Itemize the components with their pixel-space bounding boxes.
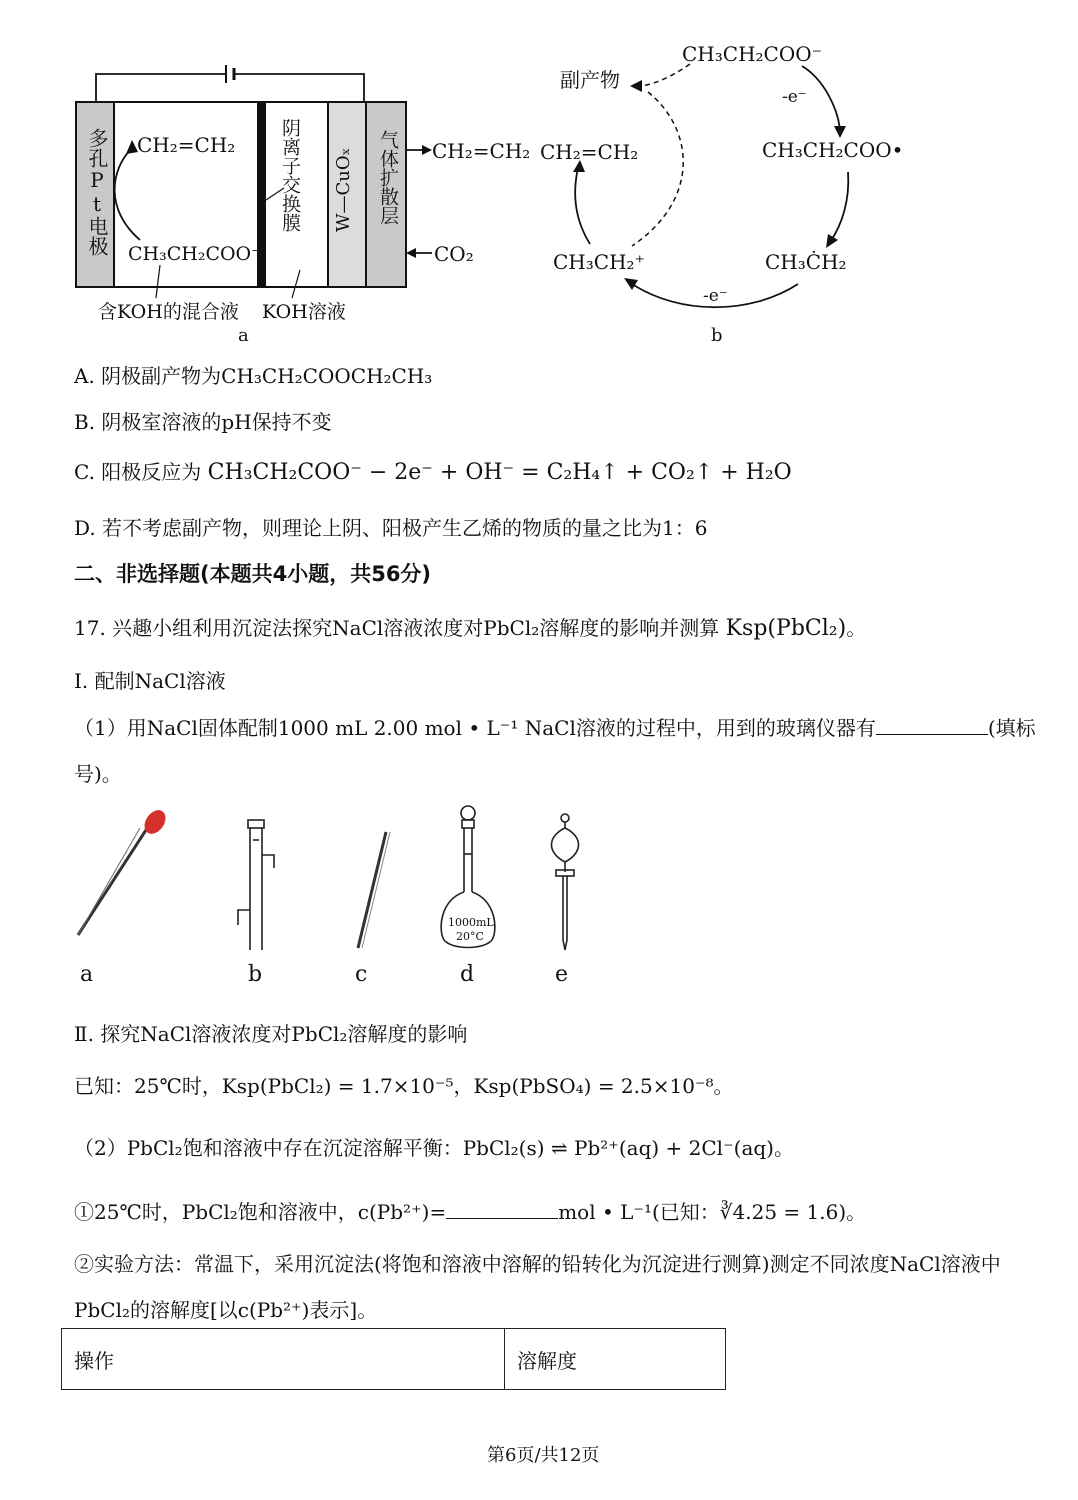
q2-1-answer-blank[interactable] — [446, 1218, 558, 1219]
ethyl-radical-label: CH₃ĊH₂ — [765, 250, 847, 274]
q2-1-tail: mol • L⁻¹(已知：∛4.25 = 1.6)。 — [558, 1200, 867, 1224]
q2-equilibrium: （2）PbCl₂饱和溶液中存在沉淀溶解平衡：PbCl₂(s) ⇌ Pb²⁺(aq) + 2Cl⁻(aq)。 — [74, 1136, 794, 1160]
figure-b-caption: b — [711, 325, 723, 346]
acyl-radical-label: CH₃CH₂COO• — [762, 138, 904, 162]
operation-table — [61, 1328, 726, 1390]
gas-layer-label: 气体扩散层 — [377, 130, 399, 225]
membrane-label: 阴离子交换膜 — [279, 118, 301, 232]
q1-text: （1）用NaCl固体配制1000 mL 2.00 mol • L⁻¹ NaCl溶液的过程中，用到的玻璃仪器有 — [74, 716, 876, 740]
option-d: D. 若不考虑副产物，则理论上阴、阳极产生乙烯的物质的量之比为1：6 — [74, 516, 708, 540]
section-2-heading: 二、非选择题(本题共4小题，共56分) — [74, 562, 432, 586]
left-solution-label: 含KOH的混合液 — [98, 301, 239, 323]
apparatus-label-c: c — [355, 962, 368, 987]
apparatus-label-b: b — [248, 962, 263, 987]
electron-loss-2: -e⁻ — [703, 286, 728, 306]
apparatus-label-d: d — [460, 962, 475, 987]
electron-loss-1: -e⁻ — [782, 87, 807, 107]
option-c-label: C. 阳极反应为 — [74, 460, 202, 484]
q2-1-text: ①25℃时，PbCl₂饱和溶液中，c(Pb²⁺)= — [74, 1200, 447, 1224]
burette-icon — [238, 820, 274, 950]
separatory-funnel-icon — [551, 814, 578, 950]
ethylene-label: CH₂=CH₂ — [540, 140, 639, 164]
apparatus-label-a: a — [80, 962, 94, 987]
table-row — [62, 1329, 726, 1390]
flask-volume-label: 1000mL — [448, 916, 494, 929]
q1-tail: (填标 — [987, 716, 1036, 740]
ksp-pbcl2: Ksp(PbCl₂) — [725, 616, 847, 641]
known-ksp-values: 已知：25℃时，Ksp(PbCl₂) = 1.7×10⁻⁵，Ksp(PbSO₄) = 2.5×10⁻⁸。 — [74, 1074, 734, 1098]
q2-2-continuation: PbCl₂的溶解度[以c(Pb²⁺)表示]。 — [74, 1298, 378, 1322]
catalyst-label: W—CuOₓ — [333, 147, 354, 232]
left-electrode-label: 多孔Pt电极 — [85, 128, 109, 256]
dropper-icon — [78, 806, 170, 935]
option-c-equation: CH₃CH₂COO⁻ − 2e⁻ + OH⁻ = C₂H₄↑ + CO₂↑ + H₂O — [207, 460, 792, 485]
table-header-operation: 操作 — [62, 1329, 505, 1390]
propanoate-label: CH₃CH₂COO⁻ — [682, 42, 823, 66]
q1-continuation: 号)。 — [74, 762, 122, 786]
right-solution-label: KOH溶液 — [262, 301, 346, 323]
co2-input-label: CO₂ — [434, 242, 474, 266]
q17-stem-text: 17. 兴趣小组利用沉淀法探究NaCl溶液浓度对PbCl₂溶解度的影响并测算 — [74, 616, 720, 640]
q17-stem — [74, 612, 866, 641]
apparatus-drawings — [60, 800, 620, 970]
q2-2-method: ②实验方法：常温下，采用沉淀法(将饱和溶液中溶解的铅转化为沉淀进行测算)测定不同浓度NaCl溶液中 — [74, 1252, 1001, 1276]
ethyl-cation-label: CH₃CH₂⁺ — [553, 250, 646, 274]
q1-line — [74, 712, 1036, 741]
q2-1-line — [74, 1196, 866, 1225]
table-header-solubility: 溶解度 — [505, 1329, 726, 1390]
q1-answer-blank[interactable] — [876, 734, 988, 735]
apparatus-label-e: e — [555, 962, 569, 987]
q17-stem-period: 。 — [846, 616, 867, 640]
cathode-product-label: CH₂=CH₂ — [432, 139, 531, 163]
option-a: A. 阴极副产物为CH₃CH₂COOCH₂CH₃ — [74, 364, 433, 388]
byproduct-label: 副产物 — [560, 68, 620, 92]
page-footer: 第6页/共12页 — [487, 1445, 600, 1466]
flask-temperature-label: 20°C — [456, 930, 484, 943]
option-b: B. 阴极室溶液的pH保持不变 — [74, 410, 332, 434]
figure-a-caption: a — [238, 325, 249, 346]
glass-rod-icon — [358, 832, 390, 948]
anode-reactant-label: CH₃CH₂COO⁻ — [128, 243, 262, 265]
option-c — [74, 456, 792, 485]
part-1-heading: Ⅰ. 配制NaCl溶液 — [74, 669, 226, 693]
anode-product-label: CH₂=CH₂ — [137, 133, 236, 157]
part-2-heading: Ⅱ. 探究NaCl溶液浓度对PbCl₂溶解度的影响 — [74, 1022, 468, 1046]
